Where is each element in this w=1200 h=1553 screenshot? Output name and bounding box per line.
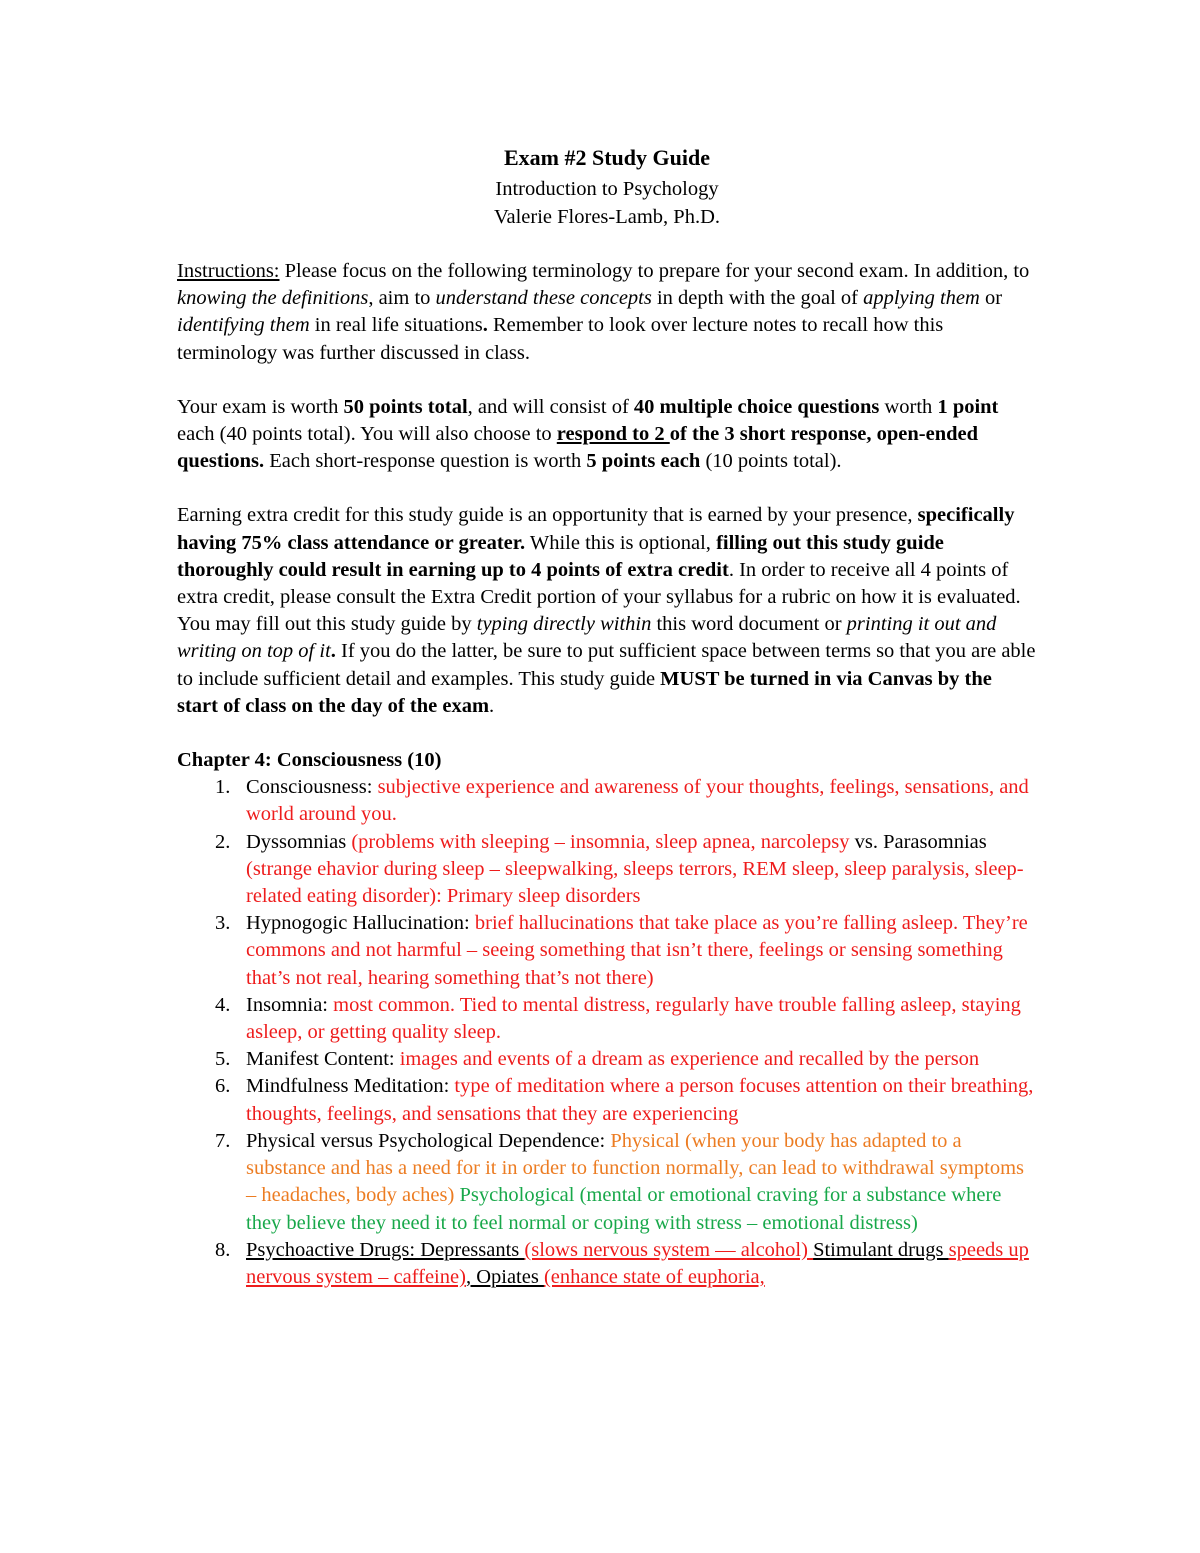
list-item: 5. Manifest Content: images and events of a dream as experience and recalled by the person bbox=[215, 1048, 980, 1071]
instructor-name: Valerie Flores-Lamb, Ph.D. bbox=[493, 205, 721, 228]
document-title: Exam #2 Study Guide bbox=[504, 145, 710, 170]
study-guide bbox=[177, 140, 1037, 1291]
instructions-label: Instructions: bbox=[177, 260, 280, 282]
extra-credit-paragraph: Earning extra credit for this study guide is an opportunity that is earned by your presence, specifically having 75% class attendance or greater. While this is optional, filling out this study guide thoroughly could result in earning up to 4 points of extra credit. In order to receive all 4 points of extra credit, please consult the Extra Credit portion of your syllabus for a rubric on how it is evaluated. You may fill out this study guide by typing directly within this word document or printing it out and writing on top of it. If you do the latter, be sure to put sufficient space between terms so that you are able to include sufficient detail and examples. This study guide MUST be turned in via Canvas by the start of class on the day of the exam. bbox=[177, 504, 1036, 717]
list-item: 8. Psychoactive Drugs: Depressants (slows nervous system — alcohol) Stimulant drugs speeds up nervous system – caffeine), Opiates (enhance state of euphoria, bbox=[215, 1238, 1029, 1288]
exam-info-paragraph: Your exam is worth 50 points total, and will consist of 40 multiple choice questions worth 1 point each (40 points total). You will also choose to respond to 2 of the 3 short response, open-ended questions. Each short-response question is worth 5 points each (10 points total). bbox=[177, 395, 999, 473]
list-item: 3. Hypnogogic Hallucination: brief hallucinations that take place as you’re falling asleep. They’re commons and not harmful – seeing something that isn’t there, feelings or sensing something that’s not real, hearing something that’s not there) bbox=[215, 912, 1028, 989]
chapter-heading: Chapter 4: Consciousness (10) bbox=[177, 749, 442, 772]
course-name: Introduction to Psychology bbox=[495, 178, 719, 200]
list-item: 6. Mindfulness Meditation: type of meditation where a person focuses attention on their breathing, thoughts, feelings, and sensations that they are experiencing bbox=[215, 1075, 1034, 1125]
list-item: 7. Physical versus Psychological Dependence: Physical (when your body has adapted to a substance and has a need for it in order to function normally, can lead to withdrawal symptoms – headaches, body aches) Psychological (mental or emotional craving for a substance where they believe they need it to feel normal or coping with stress – emotional distress) bbox=[215, 1129, 1025, 1234]
list-item: 4. Insomnia: most common. Tied to mental distress, regularly have trouble falling asleep, staying asleep, or getting quality sleep. bbox=[215, 993, 1021, 1044]
list-item: 2. Dyssomnias (problems with sleeping – insomnia, sleep apnea, narcolepsy vs. Parasomnias (strange ehavior during sleep – sleepwalking, sleeps terrors, REM sleep, sleep paralysis, sleep-related eating disorder): Primary sleep disorders bbox=[215, 830, 1024, 908]
term-list bbox=[177, 774, 1037, 1291]
list-item: 1. Consciousness: subjective experience and awareness of your thoughts, feelings, sensations, and world around you. bbox=[215, 776, 1029, 826]
instructions-paragraph: Instructions: Please focus on the following terminology to prepare for your second exam. In addition, to knowing the definitions, aim to understand these concepts in depth with the goal of applying them or identifying them in real life situations. Remember to look over lecture notes to recall how this terminology was further discussed in class. bbox=[177, 260, 1030, 364]
